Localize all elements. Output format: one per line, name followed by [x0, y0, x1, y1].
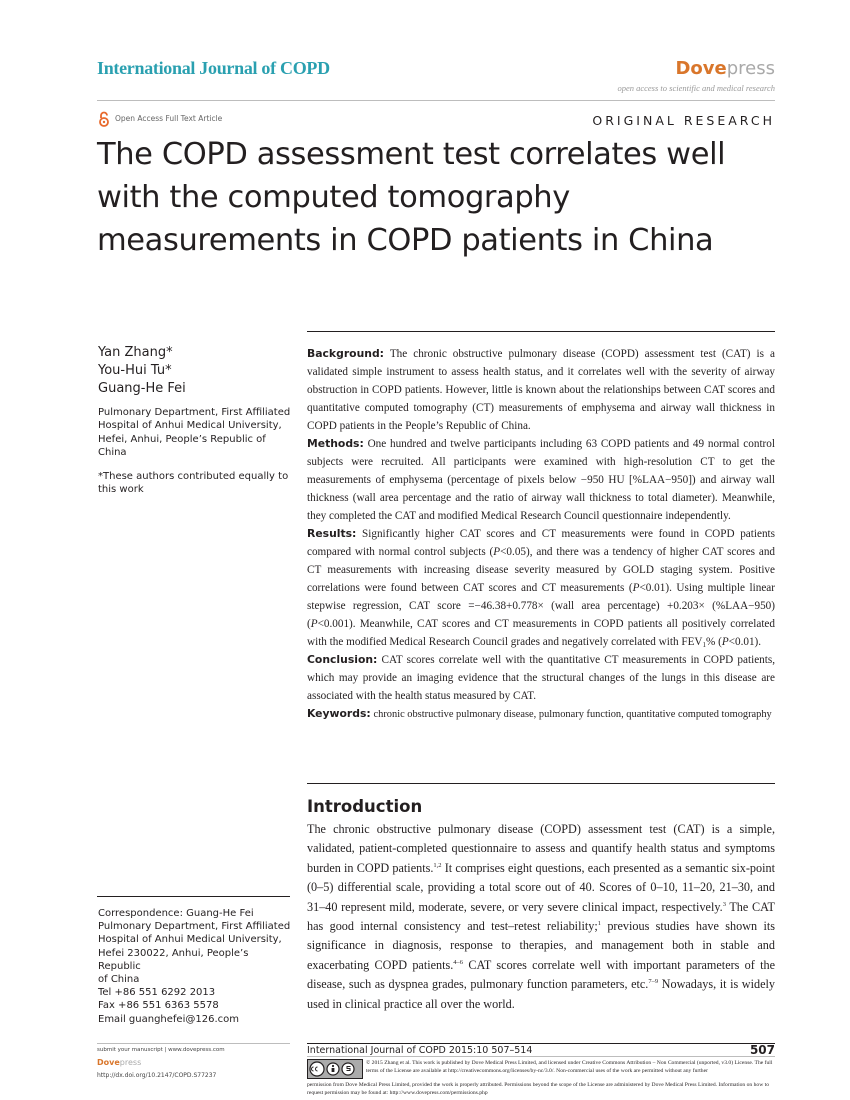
- abstract-text: % (: [705, 636, 722, 648]
- doi-link[interactable]: http://dx.doi.org/10.2147/COPD.S77237: [97, 1072, 217, 1079]
- license-continuation: permission from Dove Medical Press Limited, provided the work is properly attributed. Permissions beyond the scope of the License are administered by Dove Medical Press Limited. Information on how to request permission may be found at: http://www.dovepress.com/permissions.php: [307, 1082, 770, 1097]
- citation-ref[interactable]: 4–6: [453, 958, 464, 966]
- abstract-label: Background:: [307, 347, 384, 360]
- body-text: The CAT has good internal consistency and test–retest reliability;: [307, 899, 775, 934]
- abstract: [307, 345, 775, 724]
- brand-strong: Dove: [675, 58, 727, 79]
- abstract-results: [307, 525, 775, 651]
- footer-left-rule: [97, 1043, 290, 1044]
- correspondence-line: Tel +86 551 6292 2013: [98, 987, 216, 999]
- correspondence-line: Hefei 230022, Anhui, People’s Republic: [98, 947, 249, 972]
- brand-light: press: [726, 58, 775, 79]
- abstract-background: [307, 345, 775, 435]
- abstract-bottom-rule: [307, 783, 775, 784]
- header-divider: [97, 100, 775, 101]
- correspondence-line: Correspondence: Guang-He Fei: [98, 908, 254, 919]
- license-text: © 2015 Zhang et al. This work is published by Dove Medical Press Limited, and licensed under Creative Commons Attribution – Non Commercial (unported, v3.0) License. The full terms of the License are available at http://creativecommons.org/licenses/by-nc/3.0/. Non-commercial uses of the work are permitted without any further: [366, 1060, 773, 1075]
- author-name: Yan Zhang*: [98, 345, 173, 360]
- abstract-text: The chronic obstructive pulmonary disease (COPD) assessment test (CAT) is a validated simple instrument to assess health status, and it correlates well with the severity of airway obstruction in COPD patients. However, little is known about the relationships between CAT scores and quantitative computed tomography (CT) measurements of emphysema and airway wall thickness in COPD patients in the People’s Republic of China.: [307, 348, 775, 432]
- p-symbol: P: [310, 618, 318, 630]
- footer-publisher-logo: [97, 1058, 141, 1067]
- article-type: ORIGINAL RESEARCH: [592, 113, 775, 128]
- abstract-label: Conclusion:: [307, 653, 378, 666]
- correspondence-line: of China: [98, 974, 140, 986]
- equal-contribution-note: *These authors contributed equally to this work: [98, 471, 289, 496]
- subscript: 1: [702, 641, 706, 649]
- publisher-logo: [675, 58, 775, 79]
- creative-commons-icon: [307, 1059, 363, 1079]
- footer-citation-rule: [307, 1043, 775, 1044]
- correspondence-line: Hospital of Anhui Medical University,: [98, 934, 282, 946]
- body-text: Nowadays, it is widely used in clinical practice all over the world.: [307, 977, 775, 1011]
- abstract-text: CAT scores correlate well with the quantitative CT measurements in COPD patients, which may provide an imaging evidence that the structural changes of the lungs in this disease are associated with the health status measured by CAT.: [307, 654, 776, 702]
- abstract-text: <0.05), and there was a tendency of higher CAT scores and CT measurements with increasing disease severity measured by GOLD staging system. Positive correlations were found between CAT scores and CT measurements (: [307, 546, 776, 594]
- keywords-text: chronic obstructive pulmonary disease, pulmonary function, quantitative computed tomography: [373, 709, 772, 720]
- correspondence-line: Pulmonary Department, First Affiliated: [98, 921, 291, 933]
- open-access-icon: [97, 111, 111, 127]
- p-symbol: P: [632, 582, 640, 594]
- footer-license-rule: [307, 1056, 775, 1057]
- correspondence-rule: [97, 896, 290, 897]
- abstract-text: <0.01). Using multiple linear stepwise regression, CAT score =−46.38+0.778× (wall area percentage) +0.203× (%LAA−950) (: [307, 582, 775, 630]
- abstract-keywords: [307, 705, 775, 724]
- abstract-label: Results:: [307, 527, 357, 540]
- body-text: CAT scores correlate well with important parameters of the disease, such as dyspnea grades, pulmonary function parameters, etc.: [307, 957, 776, 992]
- correspondence-block: [98, 907, 293, 1026]
- abstract-text: One hundred and twelve participants including 63 COPD patients and 49 normal control subjects were recruited. All participants were examined with high-resolution CT to get the measurements of emphysema (percentage of pixels below −950 HU [%LAA−950]) and airway wall thickness (wall area percentage and the ratio of airway wall thickness to total diameter). Meanwhile, they completed the CAT and modified Medical Research Council questionnaire independently.: [307, 438, 775, 522]
- citation-ref[interactable]: 7–9: [648, 978, 659, 986]
- citation-ref[interactable]: 3: [722, 900, 726, 908]
- brand-strong: Dove: [97, 1058, 120, 1067]
- section-heading: Introduction: [307, 797, 423, 816]
- introduction-paragraph: [307, 820, 775, 1014]
- page-number: 507: [749, 1043, 775, 1057]
- body-text: previous studies have shown its significance in diagnosis, response to therapies, and management both in stable and exacerbating COPD patients.: [307, 919, 775, 972]
- body-text: The chronic obstructive pulmonary disease (COPD) assessment test (CAT) is a simple, validated, patient-completed questionnaire to assess and quantify health status and symptoms burden in COPD patients.: [307, 822, 775, 875]
- citation-ref[interactable]: 1,2: [433, 861, 442, 869]
- abstract-methods: [307, 435, 775, 525]
- citation-ref[interactable]: 1: [597, 920, 601, 928]
- article-title: The COPD assessment test correlates well with the computed tomography measurements in COPD patients in China: [97, 137, 726, 258]
- abstract-top-rule: [307, 331, 775, 332]
- abstract-conclusion: [307, 651, 775, 705]
- abstract-label: Keywords:: [307, 707, 371, 720]
- open-access-label: Open Access Full Text Article: [115, 114, 223, 123]
- author-name: You-Hui Tu*: [98, 363, 172, 378]
- journal-name: International Journal of COPD: [97, 58, 330, 78]
- body-text: It comprises eight questions, each presented as a semantic six-point (0–5) differential scale, providing a total score out of 40. Scores of 0–10, 11–20, 21–30, and 31–40 represent mild, moderate, severe, or very severe clinical impact, respectively.: [307, 860, 775, 914]
- publisher-tagline: open access to scientific and medical research: [617, 83, 775, 93]
- p-symbol: P: [721, 636, 729, 648]
- author-name: Guang-He Fei: [98, 381, 186, 396]
- correspondence-line: Fax +86 551 6363 5578: [98, 1000, 219, 1012]
- abstract-text: <0.001). Meanwhile, CAT scores and CT measurements in COPD patients all positively correlated with the modified Medical Research Council grades and negatively correlated with FEV: [307, 618, 775, 648]
- affiliation: Pulmonary Department, First Affiliated Hospital of Anhui Medical University, Hefei, Anhui, People’s Republic of China: [98, 407, 291, 458]
- author-list: [98, 344, 186, 398]
- journal-citation: International Journal of COPD 2015:10 507–514: [307, 1045, 533, 1056]
- abstract-text: <0.01).: [728, 636, 762, 648]
- correspondence-email[interactable]: Email guanghefei@126.com: [98, 1013, 239, 1025]
- submit-manuscript-link[interactable]: submit your manuscript | www.dovepress.com: [97, 1047, 225, 1053]
- p-symbol: P: [493, 546, 501, 558]
- abstract-text: Significantly higher CAT scores and CT measurements were found in COPD patients compared with normal control subjects (: [307, 528, 776, 558]
- brand-light: press: [119, 1058, 142, 1067]
- abstract-label: Methods:: [307, 437, 364, 450]
